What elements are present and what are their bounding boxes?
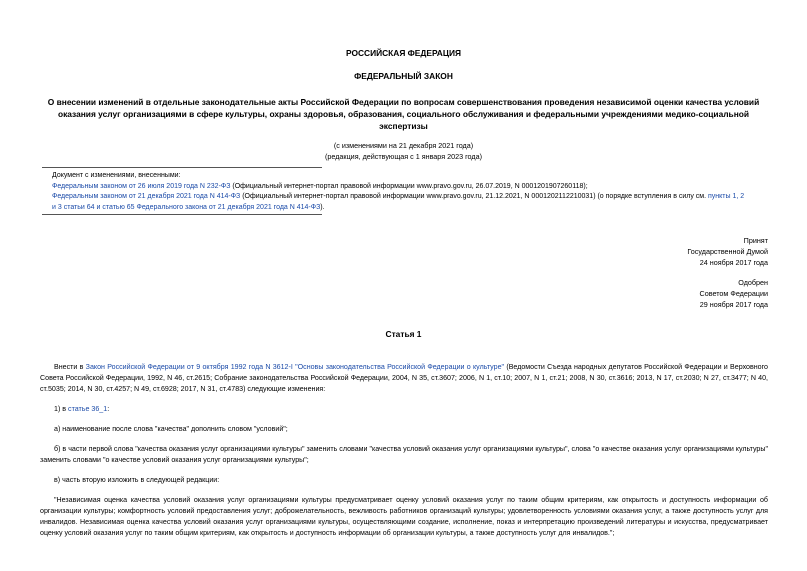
changes-block	[52, 171, 772, 213]
article-36-link[interactable]: статье 36_1	[68, 404, 108, 413]
paragraph-4: б) в части первой слова "качества оказания услуг организациями культуры" заменить словами "качества условий оказания услуг организациями культуры", слова "о качестве оказания услуг организациями культуры" заменить словами "о качестве условий оказания услуг организациями культуры";	[40, 444, 768, 464]
change-item-1	[52, 182, 772, 193]
change-item-2-cont	[52, 203, 772, 214]
change-link-points[interactable]: пункты 1, 2	[708, 193, 745, 200]
approved-line-3: 29 ноября 2017 года	[699, 299, 768, 309]
accepted-line-2: Государственной Думой	[687, 246, 768, 256]
paragraph-3: а) наименование после слова "качества" дополнить словом "условий";	[54, 424, 288, 433]
change-item-2	[52, 192, 772, 203]
changes-intro: Документ с изменениями, внесенными:	[52, 172, 181, 179]
change-item-2-end: ).	[320, 203, 325, 211]
article-heading: Статья 1	[385, 329, 422, 339]
accepted-line-1: Принят	[743, 236, 768, 245]
paragraph-6: "Независимая оценка качества условий оказания услуг организациями культуры предусматривает оценку условий оказания услуг по таким общим критериям, как открытость и доступность информации об организации культуры; комфортность условий предоставления услуг; доброжелательность, вежливость работников организаций культуры; удовлетворенность условиями оказания услуг, а также доступность услуг для инвалидов. Независимая оценка качества условий оказания услуг организациями культуры, осуществляющими создание, исполнение, показ и интерпретацию произведений литературы и искусства, предусматривает оценку условий оказания услуг по таким общим критериям, как открытость и доступность информации об организации культуры, а также доступность услуг для инвалидов.";	[40, 495, 768, 537]
change-link-articles[interactable]: и 3 статьи 64 и статью 65 Федерального закона от 21 декабря 2021 года N 414-ФЗ	[52, 203, 321, 211]
federation-heading: РОССИЙСКАЯ ФЕДЕРАЦИЯ	[345, 48, 462, 58]
accepted-block	[687, 236, 768, 268]
paragraph-2-pre: 1) в	[54, 404, 69, 413]
paragraph-2-post: :	[107, 404, 110, 413]
change-link-1[interactable]: Федеральным законом от 26 июля 2019 года N 232-ФЗ	[52, 182, 231, 190]
accepted-line-3: 24 ноября 2017 года	[699, 257, 768, 267]
law-title: О внесении изменений в отдельные законодательные акты Российской Федерации по вопросам совершенствования проведения независимой оценки качества условий оказания услуг организациями в сфере культуры, охраны здоровья, образования, социального обслуживания и федеральными учреждениями медико-социальной экспертизы	[47, 97, 760, 131]
edition-note: (редакция, действующая с 1 января 2023 года)	[325, 152, 482, 161]
law-type-heading: ФЕДЕРАЛЬНЫЙ ЗАКОН	[354, 71, 453, 81]
change-item-2-text: (Официальный интернет-портал правовой информации www.pravo.gov.ru, 21.12.2021, N 0001202112210031) (о порядке вступления в силу см.	[240, 193, 708, 200]
paragraph-1	[40, 362, 768, 395]
approved-block	[700, 278, 768, 310]
paragraph-5: в) часть вторую изложить в следующей редакции:	[54, 475, 220, 484]
paragraph-1-post: (Ведомости Съезда народных депутатов Российской Федерации и Верховного Совета Российской Федерации, 1992, N 46, ст.2615; Собрание законодательства Российской Федерации, 2004, N 35, ст.3607; 2006, N 1, ст.10; 2007, N 1, ст.21; 2008, N 30, ст.3616; 2013, N 17, ст.2030; N 27, ст.3477; N 40, ст.5035; 2014, N 30, ст.4257; N 49, ст.6928; 2017, N 31, ст.4783) следующие изменения:	[40, 363, 769, 393]
approved-line-2: Советом Федерации	[699, 288, 768, 298]
change-item-1-text: (Официальный интернет-портал правовой информации www.pravo.gov.ru, 26.07.2019, N 0001201907260118);	[230, 182, 588, 190]
paragraph-2	[40, 404, 768, 415]
amended-note: (с изменениями на 21 декабря 2021 года)	[333, 141, 474, 150]
law-link[interactable]: Закон Российской Федерации от 9 октября 1992 года N 3612-I "Основы законодательства Российской Федерации о культуре"	[85, 363, 505, 371]
approved-line-1: Одобрен	[738, 278, 768, 287]
change-link-2[interactable]: Федеральным законом от 21 декабря 2021 года N 414-ФЗ	[52, 193, 241, 200]
divider-bottom	[42, 214, 322, 215]
paragraph-1-pre: Внести в	[54, 363, 86, 371]
divider-top	[42, 167, 322, 168]
article-body	[40, 362, 768, 548]
